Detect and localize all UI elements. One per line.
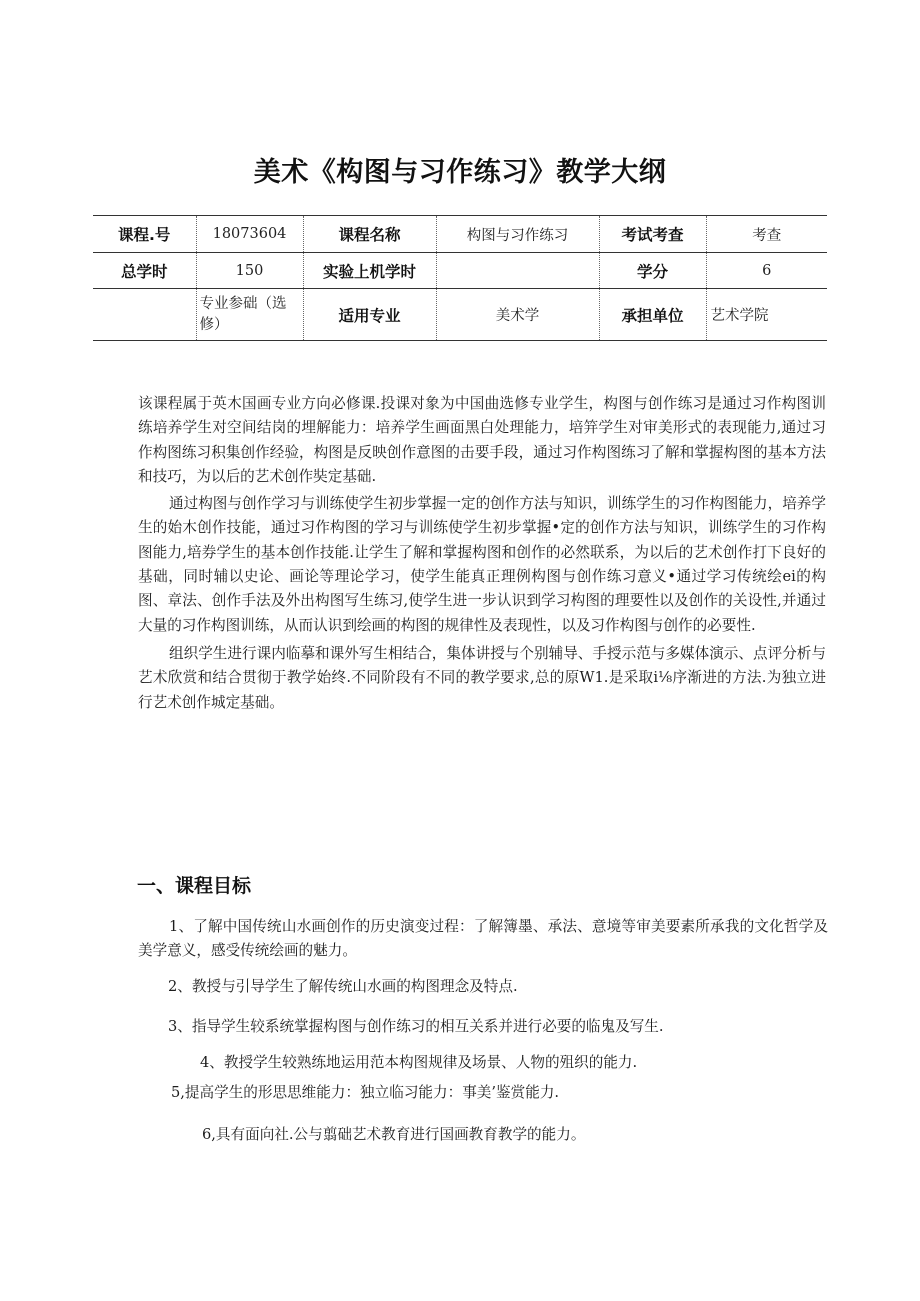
course-name-value: 构图与习作练习 [436, 216, 599, 253]
course-no-label: 课程.号 [93, 216, 196, 253]
intro-paragraph-3: 组织学生进行课内临摹和课外写生相结合，集体讲授与个别辅导、手授示范与多媒体演示、点评分析与艺术欣赏和结合贯彻于教学始终.不同阶段有不同的教学要求,总的原W1.是采取i⅛序渐进的方法.为独立进行艺术创作城定基础。 [138, 644, 826, 711]
objective-item-5: 5,提高学生的形思思维能力：独立临习能力：事美’鉴赏能力. [171, 1084, 560, 1101]
intro-paragraph-1: 该课程属于英木国画专业方向必修课.投课对象为中国曲选修专业学生，构图与创作练习是通过习作构图训练培养学生对空间结岗的埋解能力：培养学生画面黑白处理能力，培笄学生对审美形式的表现能力,通过习作构图练习积集创作经验，构图是反映创作意图的击要手段，通过习作构图练习了解和掌握构图的基本方法和技巧，为以后的艺术创作奘定基础. [138, 395, 826, 485]
major-label: 适用专业 [303, 289, 436, 341]
course-no-value: 18073604 [196, 216, 303, 253]
major-value: 美术学 [436, 289, 599, 341]
objective-item-6: 6,具有面向社.公与翦础艺术教育进行国画教育教学的能力。 [202, 1126, 586, 1143]
course-info-table [93, 215, 827, 341]
unit-label: 承担单位 [599, 289, 706, 341]
table-row [93, 216, 827, 253]
table-row [93, 253, 827, 289]
table-row [93, 289, 827, 341]
exam-type-value: 考查 [706, 216, 827, 253]
credits-label: 学分 [599, 253, 706, 289]
total-hours-label: 总学时 [93, 253, 196, 289]
objective-item-2: 2、教授与引导学生了解传统山水画的构图理念及特点. [168, 978, 518, 995]
unit-value: 艺术学院 [706, 289, 827, 341]
course-type-value: 专业参础（选修） [196, 289, 303, 341]
document-title: 美术《构图与习作练习》教学大纲 [253, 157, 667, 188]
total-hours-value: 150 [196, 253, 303, 289]
objective-item-4: 4、教授学生较熟练地运用范本构图规律及场景、人物的殂织的能力. [200, 1054, 638, 1071]
exam-type-label: 考试考查 [599, 216, 706, 253]
objective-item-3: 3、指导学生较系统掌握构图与创作练习的相互关系并进行必要的临鬼及写生. [168, 1018, 664, 1035]
course-description [138, 392, 826, 715]
credits-value: 6 [706, 253, 827, 289]
section-heading-objectives: 一、课程目标 [137, 875, 252, 897]
course-name-label: 课程名称 [303, 216, 436, 253]
course-type-label [93, 289, 196, 341]
intro-paragraph-2: 通过构图与创作学习与训练使学生初步掌握一定的创作方法与知识，训练学生的习作构图能力，培养学生的始木创作技能，通过习作构图的学习与训练使学生初步掌握•定的创作方法与知识，训练学生的习作构图能力,培券学生的基本创作技能.让学生了解和掌握构图和创作的必然联系，为以后的艺术创作打下良好的基础，同时辅以史论、画论等理论学习，使学生能真正理例构图与创作练习意义•通过学习传统绘ei的构图、章法、创作手法及外出构图写生练习,使学生进一步认识到学习构图的理要性以及创作的关设性,并通过大量的习作构图训练，从而认识到绘画的构图的规律性及表现性，以及习作构图与创作的必要性. [138, 495, 826, 634]
lab-hours-label: 实验上机学时 [303, 253, 436, 289]
lab-hours-value [436, 253, 599, 289]
objective-item-1: 1、了解中国传统山水画创作的历史演变过程：了解簿墨、承法、意境等审美要素所承我的文化哲学及美学意义，感受传统绘画的魅力。 [138, 918, 828, 959]
